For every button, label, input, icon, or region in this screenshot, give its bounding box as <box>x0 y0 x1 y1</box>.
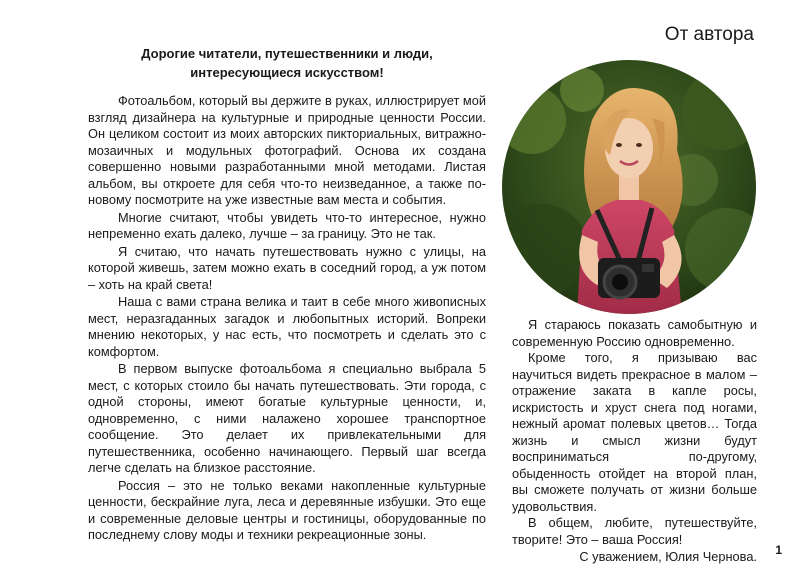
greeting-heading-line-2: интересующиеся искусством! <box>190 65 384 80</box>
paragraph-start-travel: Я считаю, что начать путешествовать нужно с улицы, на которой живешь, затем можно ехать в соседний город, а уж потом – хоть на край света! <box>88 243 486 292</box>
paragraph-many-think: Многие считают, чтобы увидеть что-то интересное, нужно непременно ехать далеко, лучше – за границу. Это не так. <box>88 209 486 241</box>
author-signature: С уважением, Юлия Чернова. <box>579 549 757 564</box>
author-photo <box>502 60 756 314</box>
paragraph-first-issue: В первом выпуске фотоальбома я специально выбрала 5 мест, с которых стоило бы начать путешествовать. Эти города, с одной стороны, имеют богатые культурные ценности, и, одновременно, с ними налажено хорошее транспортное сообщение. Это делает их привлекательными для путешественника, особенно начинающего. Первый шаг всегда легче сделать на близкое расстояние. <box>88 361 486 475</box>
left-text-column <box>88 93 486 544</box>
greeting-heading <box>88 44 486 82</box>
paragraph-country: Наша с вами страна велика и таит в себе много живописных мест, неразгаданных загадок и любопытных историй. Вопреки мнению некоторых, у нас есть, что посмотреть и сделать это с комфортом. <box>88 294 486 359</box>
right-text-column <box>512 317 757 566</box>
paragraph-intro: Фотоальбом, который вы держите в руках, иллюстрирует мой взгляд дизайнера на культурные и природные ценности России. Он целиком состоит из моих авторских пикториальных, витражно-мозаичных и модульных фотографий. Основа их создана совершенно новыми разработанными мной методами. Листая альбом, вы откроете для себя что-то неизведанное, а также по-новому посмотрите на уже известные вам места и события. <box>88 93 486 207</box>
greeting-heading-line-1: Дорогие читатели, путешественники и люди, <box>141 46 433 61</box>
paragraph-see-beauty: Кроме того, я призываю вас научиться видеть прекрасное в малом – отражение заката в капле росы, искристость и хруст снега под ногами, нежный аромат полевых цветов… Тогда жизнь и смысл жизни будут восприниматься по-другому, обыденность отойдет на второй план, вы сможете получать от жизни больше удовольствия. <box>512 350 757 514</box>
paragraph-russia: Россия – это не только веками накопленные культурные ценности, бескрайние луга, леса и деревянные избушки. Это еще и современные деловые центры и гостиницы, оборудованные по последнему слову моды и техники рекреационные зоны. <box>88 477 486 542</box>
paragraph-love-travel: В общем, любите, путешествуйте, творите! Это – ваша Россия! <box>512 515 757 547</box>
paragraph-authentic-russia: Я стараюсь показать самобытную и современную Россию одновременно. <box>512 317 757 349</box>
page-number: 1 <box>775 543 782 557</box>
section-title: От автора <box>664 24 754 45</box>
